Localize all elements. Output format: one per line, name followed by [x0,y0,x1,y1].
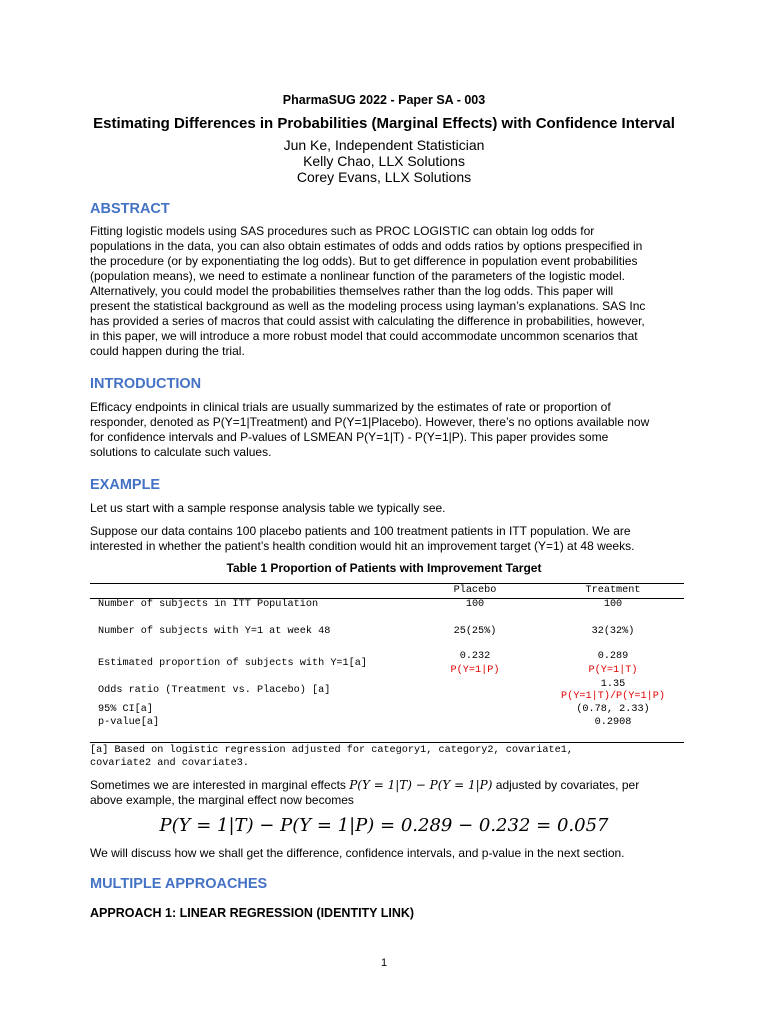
marginal-paragraph [90,778,682,808]
cell-itt-treatment: 100 [603,599,623,610]
introduction-body [90,400,682,460]
inline-formula: P(Y = 1|T) − P(Y = 1|P) [349,778,493,792]
abstract-line: (population means), we need to estimate a nonlinear function of the parameters of the logistic model. [90,269,625,283]
abstract-body [90,224,682,359]
example-line: interested in whether the patient’s health condition would hit an improvement target (Y=1) at 48 weeks. [90,539,635,553]
abstract-heading: ABSTRACT [90,201,170,217]
page-number: 1 [380,957,388,969]
abstract-line: populations in the data, you can also obtain estimates of odds and odds ratios by options prespecified in [90,239,643,253]
row-label-estimated: Estimated proportion of subjects with Y=1[a] [98,658,367,669]
marginal-line-1: Sometimes we are interested in marginal effects P(Y = 1|T) − P(Y = 1|P) adjusted by covariates, per [90,778,640,792]
cell-est-treatment: 0.289 [597,651,629,662]
abstract-line: has provided a series of macros that could assist with calculating the difference in probabilities, however, [90,314,645,328]
footnote-line: [a] Based on logistic regression adjusted for category1, category2, covariate1, [90,745,573,756]
closing-sentence: We will discuss how we shall get the difference, confidence intervals, and p-value in the next section. [90,846,625,860]
abstract-line: in this paper, we will introduce a more robust model that could accommodate uncommon scenarios that [90,329,638,343]
abstract-line: the procedure (or by exponentiating the log odds). But to get difference in population event probabilities [90,254,638,268]
cell-odds-treatment-note: P(Y=1|T)/P(Y=1|P) [561,691,665,702]
example-paragraph [90,524,682,554]
author-3: Corey Evans, LLX Solutions [296,169,472,185]
cell-itt-placebo: 100 [465,599,485,610]
marginal-equation: P(Y = 1|T) − P(Y = 1|P) = 0.289 − 0.232 = 0.057 [159,815,609,836]
approach-1-subheading: APPROACH 1: LINEAR REGRESSION (IDENTITY LINK) [90,906,415,920]
multiple-approaches-heading: MULTIPLE APPROACHES [90,876,268,892]
cell-odds-treatment: 1.35 [600,679,626,690]
column-header-placebo: Placebo [453,585,497,596]
cell-ci-treatment: (0.78, 2.33) [576,704,650,715]
footnote-line: covariate2 and covariate3. [90,758,249,769]
row-label-week48: Number of subjects with Y=1 at week 48 [98,626,331,637]
abstract-line: present the statistical background as well as the modeling process using layman’s explanations. SAS Inc [90,299,646,313]
abstract-line: Alternatively, you could model the probabilities themselves rather than the log odds. This paper will [90,284,614,298]
row-label-odds: Odds ratio (Treatment vs. Placebo) [a] [98,685,331,696]
cell-est-treatment-note: P(Y=1|T) [588,665,638,676]
example-intro: Let us start with a sample response analysis table we typically see. [90,501,446,515]
author-1: Jun Ke, Independent Statistician [283,137,485,153]
table-bottom-rule [90,742,684,743]
cell-week48-placebo: 25(25%) [453,626,497,637]
conference-label: PharmaSUG 2022 - Paper SA - 003 [282,93,486,107]
abstract-line: could happen during the trial. [90,344,245,358]
cell-week48-treatment: 32(32%) [591,626,635,637]
author-2: Kelly Chao, LLX Solutions [303,153,465,169]
column-header-treatment: Treatment [585,585,641,596]
paper-title: Estimating Differences in Probabilities (Marginal Effects) with Confidence Interval [93,115,675,132]
table-footnote [90,744,573,770]
introduction-line: Efficacy endpoints in clinical trials are usually summarized by the estimates of rate or proportion of [90,400,611,414]
cell-pvalue-treatment: 0.2908 [594,717,632,728]
example-heading: EXAMPLE [90,477,161,493]
cell-est-placebo-note: P(Y=1|P) [450,665,500,676]
marginal-line-2: above example, the marginal effect now becomes [90,793,354,807]
row-label-pvalue: p-value[a] [98,717,160,728]
abstract-line: Fitting logistic models using SAS procedures such as PROC LOGISTIC can obtain log odds for [90,224,595,238]
introduction-line: for confidence intervals and P-values of LSMEAN P(Y=1|T) - P(Y=1|P). This paper provides some [90,430,609,444]
example-line: Suppose our data contains 100 placebo patients and 100 treatment patients in ITT population. We are [90,524,631,538]
row-label-itt: Number of subjects in ITT Population [98,599,319,610]
table-caption: Table 1 Proportion of Patients with Improvement Target [226,561,542,575]
introduction-heading: INTRODUCTION [90,376,202,392]
introduction-line: responder, denoted as P(Y=1|Treatment) and P(Y=1|Placebo). However, there’s no options available now [90,415,650,429]
introduction-line: solutions to calculate such values. [90,445,272,459]
table-top-rule [90,583,684,584]
row-label-ci: 95% CI[a] [98,704,154,715]
cell-est-placebo: 0.232 [459,651,491,662]
